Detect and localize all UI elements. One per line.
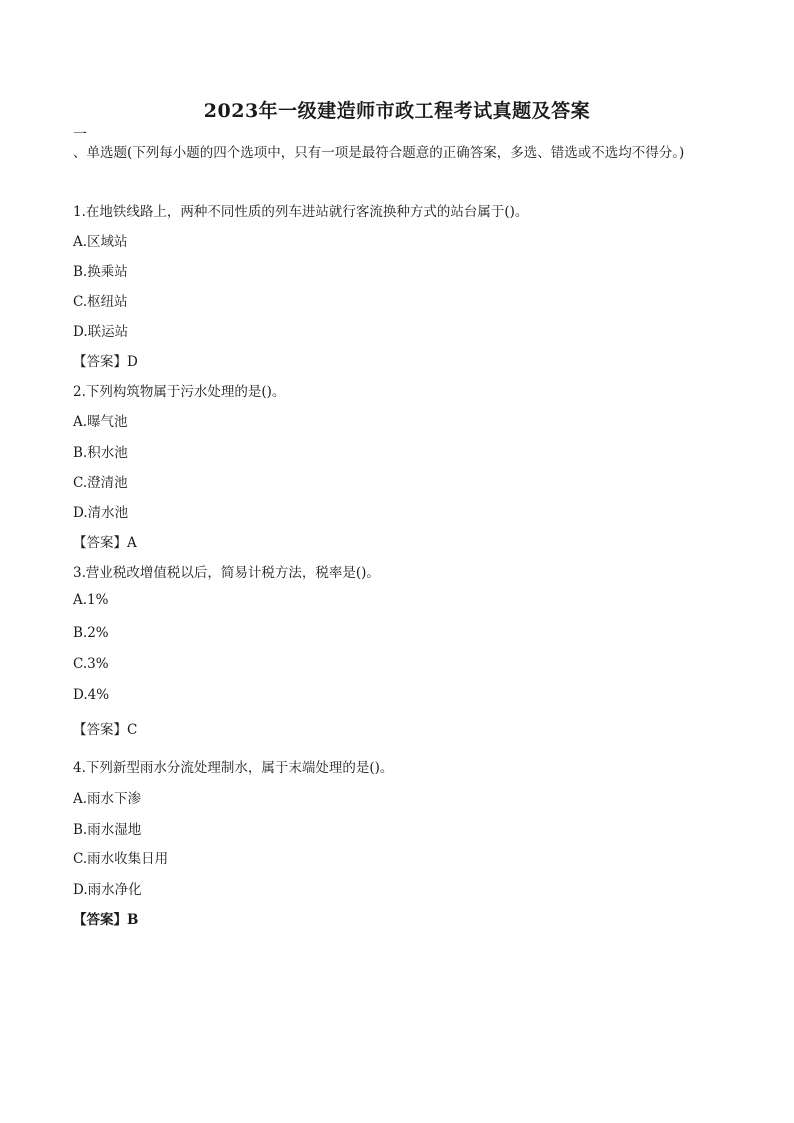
- question-3-option-d: D.4%: [73, 687, 110, 703]
- question-1-option-a: A.区域站: [73, 234, 128, 250]
- question-2-answer: 【答案】A: [73, 535, 137, 551]
- question-1-option-c: C.枢纽站: [73, 294, 128, 310]
- question-2-option-a: A.曝气池: [73, 414, 128, 430]
- question-2-option-b: B.积水池: [73, 445, 128, 461]
- question-1-answer: 【答案】D: [73, 354, 138, 370]
- question-3-option-c: C.3%: [73, 656, 109, 672]
- question-3-answer: 【答案】C: [73, 722, 138, 738]
- question-1-option-b: B.换乘站: [73, 264, 128, 280]
- question-stem-3: 3.营业税改增值税以后，简易计税方法，税率是()。: [73, 565, 380, 581]
- question-4-answer: 【答案】B: [73, 912, 139, 928]
- question-3-option-b: B.2%: [73, 625, 109, 641]
- question-4-option-b: B.雨水湿地: [73, 822, 142, 838]
- question-stem-2: 2.下列构筑物属于污水处理的是()。: [73, 384, 286, 400]
- question-4-option-c: C.雨水收集日用: [73, 851, 169, 867]
- question-4-option-a: A.雨水下渗: [73, 791, 142, 807]
- question-3-option-a: A.1%: [73, 592, 109, 608]
- page-title: 2023年一级建造师市政工程考试真题及答案: [203, 100, 591, 122]
- question-2-option-d: D.清水池: [73, 505, 129, 521]
- question-4-option-d: D.雨水净化: [73, 882, 142, 898]
- question-stem-4: 4.下列新型雨水分流处理制水，属于末端处理的是()。: [73, 760, 394, 776]
- question-stem-1: 1.在地铁线路上，两种不同性质的列车进站就行客流换种方式的站台属于()。: [73, 204, 529, 220]
- section-number: 一: [73, 127, 87, 143]
- question-1-option-d: D.联运站: [73, 324, 129, 340]
- section-heading: 、单选题(下列每小题的四个选项中，只有一项是最符合题意的正确答案，多选、错选或不选均不得分。): [73, 145, 685, 161]
- question-2-option-c: C.澄清池: [73, 475, 128, 491]
